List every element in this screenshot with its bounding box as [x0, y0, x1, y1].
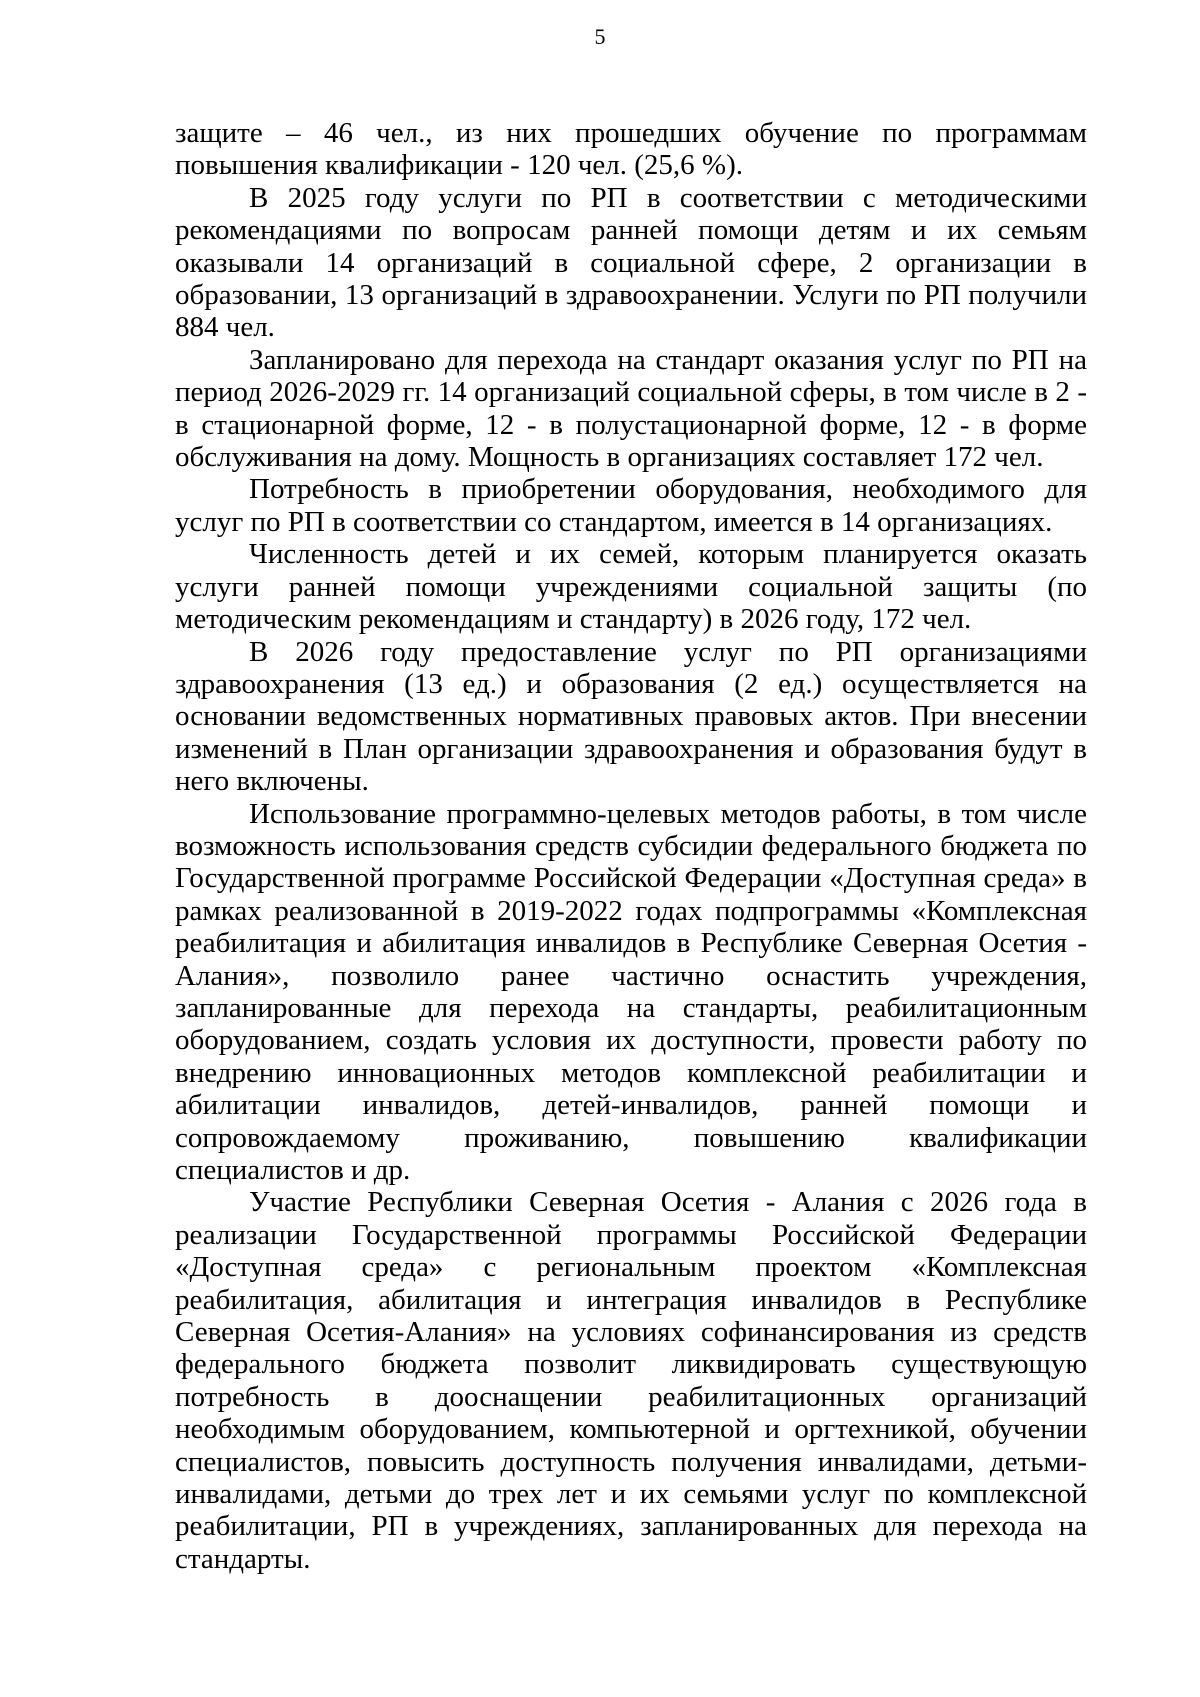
paragraph-program-methods: Использование программно-целевых методов работы, в том числе возможность использования средств субсидии федерального бюджета по Государственной программе Российской Федерации «Доступная среда» в рамках реализованной в 2019-2022 годах подпрограммы «Комплексная реабилитация и абилитация инвалидов в Республике Северная Осетия - Алания», позволило ранее частично оснастить учреждения, запланированные для перехода на стандарты, реабилитационным оборудованием, создать условия их доступности, провести работу по внедрению инновационных методов комплексной реабилитации и абилитации инвалидов, детей-инвалидов, ранней помощи и сопровождаемому проживанию, повышению квалификации специалистов и др. [175, 797, 1087, 1186]
paragraph-children-count: Численность детей и их семей, которым планируется оказать услуги ранней помощи учреждениями социальной защиты (по методическим рекомендациям и стандарту) в 2026 году, 172 чел. [175, 538, 1087, 636]
paragraph-services-2026: В 2026 году предоставление услуг по РП организациями здравоохранения (13 ед.) и образования (2 ед.) осуществляется на основании ведомственных нормативных правовых актов. При внесении изменений в План организации здравоохранения и образования будут в него включены. [175, 635, 1087, 798]
paragraph-republic-participation: Участие Республики Северная Осетия - Алания с 2026 года в реализации Государственной программы Российской Федерации «Доступная среда» с региональным проектом «Комплексная реабилитация, абилитация и интеграция инвалидов в Республике Северная Осетия-Алания» на условиях софинансирования из средств федерального бюджета позволит ликвидировать существующую потребность в дооснащении реабилитационных организаций необходимым оборудованием, компьютерной и оргтехникой, обучении специалистов, повысить доступность получения инвалидами, детьми-инвалидами, детьми до трех лет и их семьями услуг по комплексной реабилитации, РП в учреждениях, запланированных для перехода на стандарты. [175, 1186, 1087, 1575]
paragraph-planned-transition: Запланировано для перехода на стандарт оказания услуг по РП на период 2026-2029 гг. 14 организаций социальной сферы, в том числе в 2 - в стационарной форме, 12 - в полустационарной форме, 12 - в форме обслуживания на дому. Мощность в организациях составляет 172 чел. [175, 343, 1087, 474]
paragraph-continuation: защите – 46 чел., из них прошедших обучение по программам повышения квалификации - 120 чел. (25,6 %). [175, 117, 1087, 182]
document-body [175, 117, 1087, 1575]
paragraph-equipment-need: Потребность в приобретении оборудования, необходимого для услуг по РП в соответствии со стандартом, имеется в 14 организациях. [175, 473, 1087, 538]
page-number: 5 [594, 24, 606, 49]
paragraph-services-2025: В 2025 году услуги по РП в соответствии с методическими рекомендациями по вопросам ранней помощи детям и их семьям оказывали 14 организаций в социальной сфере, 2 организации в образовании, 13 организаций в здравоохранении. Услуги по РП получили 884 чел. [175, 181, 1087, 344]
